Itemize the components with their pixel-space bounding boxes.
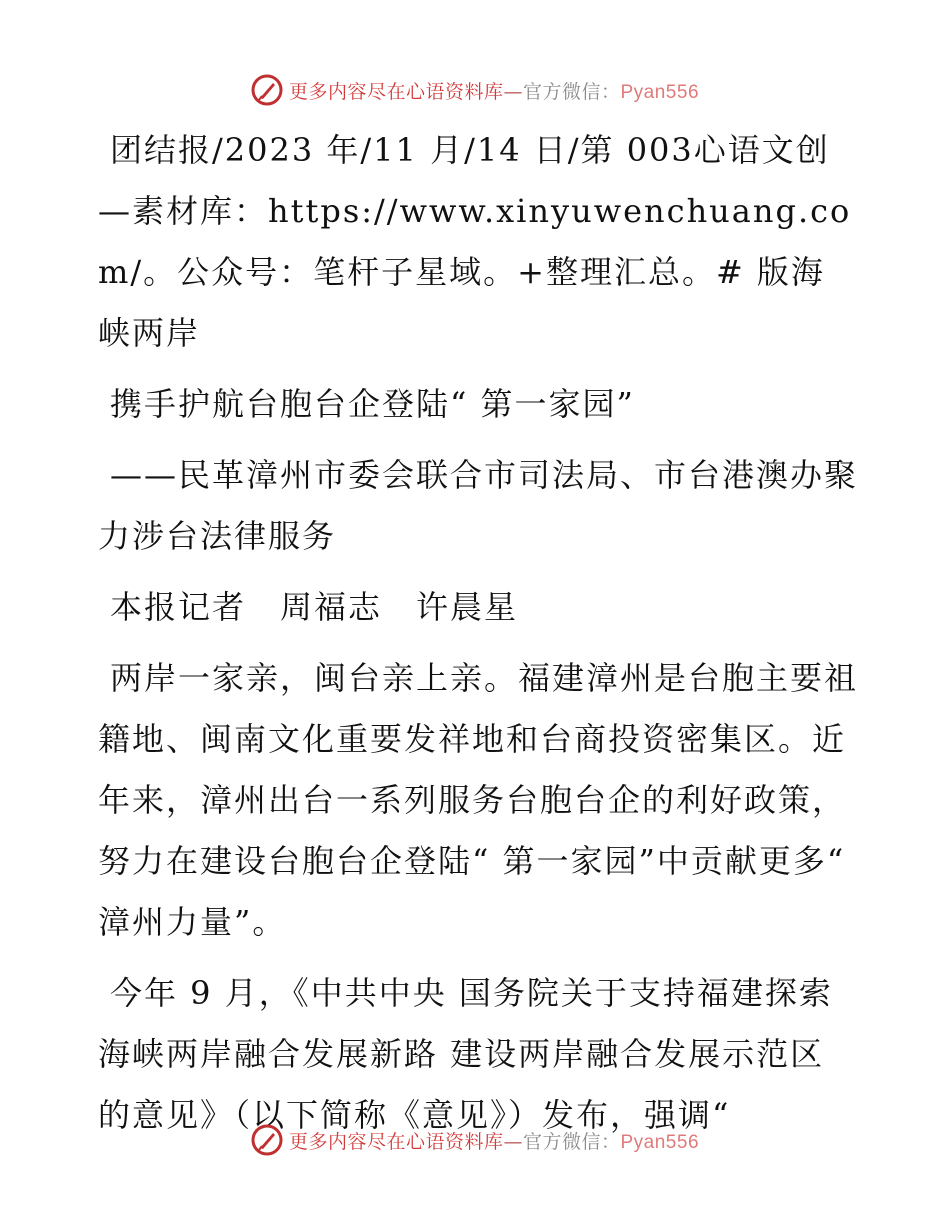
watermark-wechat-id: Pyan556 [620,1131,700,1153]
article-subtitle: ——民革漳州市委会联合市司法局、市台港澳办聚力涉台法律服务 [98,456,859,555]
watermark-line [289,1127,699,1154]
watermark-wechat-label: 官方微信： [522,80,621,103]
body-paragraph: 今年 9 月，《中共中央 国务院关于支持福建探索海峡两岸融合发展新路 建设两岸融合发展示范区的意见》（以下简称《意见》）发布，强调“ [98,974,833,1134]
header-watermark [0,70,950,110]
watermark-dash: — [503,80,523,103]
watermark-line [289,77,699,104]
watermark-wechat-label: 官方微信： [522,1130,621,1153]
feather-logo-icon [251,1124,283,1156]
source-line: 团结报/2023 年/11 月/14 日/第 003心语文创—素材库：https://www.xinyuwenchuang.com/。公众号：笔杆子星域。+整理汇总。# 版海峡两岸 [98,131,852,352]
body-paragraph: 两岸一家亲，闽台亲上亲。福建漳州是台胞主要祖籍地、闽南文化重要发祥地和台商投资密集区。近年来，漳州出台一系列服务台胞台企的利好政策，努力在建设台胞台企登陆“ 第一家园”中贡献更多“ 漳州力量”。 [98,659,859,941]
article-body [98,120,858,1156]
watermark-dash: — [503,1130,523,1153]
watermark-wechat-id: Pyan556 [620,81,700,103]
article-title: 携手护航台胞台企登陆“ 第一家园” [110,385,635,423]
footer-watermark [0,1120,950,1160]
feather-logo-icon [251,74,283,106]
watermark-brand: 更多内容尽在心语资料库 [288,80,504,103]
watermark-brand: 更多内容尽在心语资料库 [288,1130,504,1153]
byline: 本报记者 周福志 许晨星 [110,588,519,626]
